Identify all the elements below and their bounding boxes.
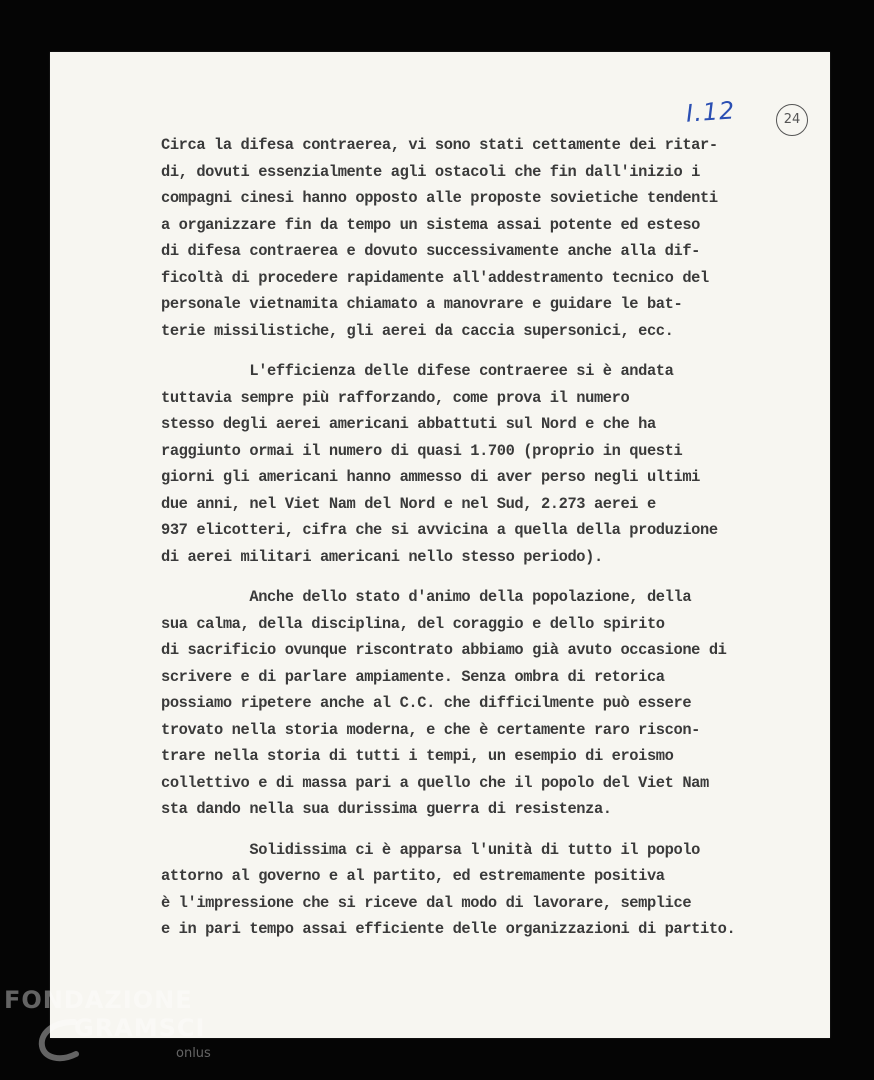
text-line: trovato nella storia moderna, e che è certamente raro riscon-	[161, 720, 700, 739]
text-line: Circa la difesa contraerea, vi sono stati cettamente dei ritar-	[161, 136, 718, 154]
text-line: sua calma, della disciplina, del coraggio e dello spirito	[161, 614, 665, 633]
text-line: raggiunto ormai il numero di quasi 1.700 (proprio in questi	[161, 441, 683, 460]
text-line: attorno al governo e al partito, ed estremamente positiva	[161, 867, 665, 885]
text-line: di difesa contraerea e dovuto successivamente anche alla dif-	[161, 242, 700, 260]
text-line: personale vietnamita chiamato a manovrare e guidare le bat-	[161, 295, 683, 313]
text-line: ficoltà di procedere rapidamente all'addestramento tecnico del	[161, 268, 709, 287]
text-line: trare nella storia di tutti i tempi, un esempio di eroismo	[161, 747, 674, 765]
text-line: è l'impressione che si riceve dal modo di lavorare, semplice	[161, 893, 692, 912]
text-line: possiamo ripetere anche al C.C. che difficilmente può essere	[161, 694, 692, 712]
text-line: giorni gli americani hanno ammesso di aver perso negli ultimi	[161, 468, 700, 486]
text-line: Anche dello stato d'animo della popolazione, della	[161, 588, 692, 606]
watermark-line-3: onlus	[176, 1046, 211, 1061]
text-line: 937 elicotteri, cifra che si avvicina a quella della produzione	[161, 521, 718, 539]
text-line: di, dovuti essenzialmente agli ostacoli che fin dall'inizio i	[161, 162, 700, 181]
text-line: L'efficienza delle difese contraeree si è andata	[161, 362, 674, 380]
typewritten-text	[161, 132, 761, 957]
text-line: a organizzare fin da tempo un sistema assai potente ed esteso	[161, 215, 700, 234]
paragraph	[161, 584, 761, 823]
text-line: terie missilistiche, gli aerei da caccia supersonici, ecc.	[161, 321, 674, 340]
paragraph	[161, 358, 761, 570]
paragraph	[161, 132, 761, 344]
watermark-line-2: GRAMSCI	[74, 1014, 206, 1042]
text-line: e in pari tempo assai efficiente delle organizzazioni di partito.	[161, 920, 736, 938]
text-line: compagni cinesi hanno opposto alle proposte sovietiche tendenti	[161, 189, 718, 207]
text-line: Solidissima ci è apparsa l'unità di tutto il popolo	[161, 840, 700, 859]
text-line: di aerei militari americani nello stesso periodo).	[161, 547, 603, 566]
paragraph	[161, 837, 761, 943]
page-number-circled: 24	[776, 104, 808, 136]
fondazione-gramsci-watermark	[4, 986, 224, 1076]
text-line: due anni, nel Viet Nam del Nord e nel Sud, 2.273 aerei e	[161, 494, 656, 513]
text-line: tuttavia sempre più rafforzando, come prova il numero	[161, 388, 630, 407]
watermark-line-1: FONDAZIONE	[4, 986, 193, 1014]
archive-code-annotation: I.12	[685, 96, 737, 128]
text-line: scrivere e di parlare ampiamente. Senza ombra di retorica	[161, 667, 665, 686]
text-line: sta dando nella sua durissima guerra di resistenza.	[161, 800, 612, 818]
text-line: di sacrificio ovunque riscontrato abbiamo già avuto occasione di	[161, 641, 727, 659]
text-line: stesso degli aerei americani abbattuti sul Nord e che ha	[161, 415, 656, 433]
text-line: collettivo e di massa pari a quello che il popolo del Viet Nam	[161, 773, 709, 792]
